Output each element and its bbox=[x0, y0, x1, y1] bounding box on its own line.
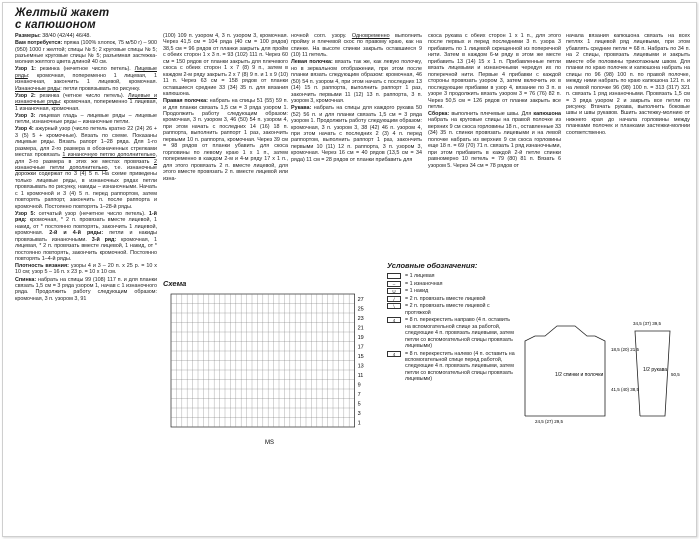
chart-row-label: 17 bbox=[357, 344, 364, 351]
paragraph: Спинка: набрать на спицы 99 (108) 117 п. и для планки связать 1,5 см = 3 ряда узором 1, начав с 1 изнаночного ряда. Продолжить работу следующим образом: кромочная, 3 п. узором 3, 91 bbox=[15, 276, 157, 302]
paragraph: Узор 1: резинка (нечетное число петель). Лицевые ряды: кромочная, попеременно 1 лицевая, 1 изнаночная, закончить 1 лицевой, кромочная. Изнаночные ряды: петли провязывать по рисунку. bbox=[15, 66, 157, 92]
back-pattern-shape bbox=[525, 326, 605, 416]
legend-text: = 8 п. перекрестить налево (4 п. оставить на вспомогательной спице перед работой, следующие 4 п. провязать лицевыми, затем петли со вспомогательной спицы провязать лицевыми) bbox=[405, 350, 515, 383]
legend-item bbox=[387, 273, 515, 279]
chart-row-label: 23 bbox=[357, 316, 364, 322]
sleeve-label: 1/2 рукава bbox=[643, 367, 668, 373]
text-column-1 bbox=[15, 33, 157, 528]
measure-3: 24,5 (27) 29,5 bbox=[535, 419, 564, 424]
legend-item bbox=[387, 303, 515, 316]
legend-text: = 1 накид bbox=[405, 288, 429, 295]
legend-item bbox=[387, 296, 515, 302]
legend-item bbox=[387, 281, 515, 287]
paragraph: Рукава: набрать на спицы для каждого рукава 50 (52) 56 п. и для планки связать 1,5 см = 3 ряда узором 1. Продолжить работу следующим образом: кромочная, 3 п. узором 3, 38 (42) 46 п. узором 4, при этом начать с последних 2 (3) 4 п. перед раппортом, выполнить раппорт 1 раз, закончить первыми 10 (11) 12 п. раппорта, 3 п. узором 3, кромочная. Через 16 см = 40 рядов (13,5 см = 34 ряда) 11 см = 28 рядов от планки прибавить для bbox=[291, 105, 422, 163]
title-line-2: с капюшоном bbox=[15, 19, 96, 31]
measure-1: 41,5 (40) 38,5 bbox=[611, 387, 640, 392]
page-title bbox=[15, 7, 109, 31]
paragraph: начала вязания капюшона связать на всех петлях 1 лицевой ряд лицевыми, при этом убавлять средние петли = 68 п. Набрать по 34 п. на 2 спицы, провязать лицевыми и закрыть вместе обе половины трикотажным швом. Для планки по краю полочек и капюшона набрать на спицы по 96 (98) 100 п. по правой полочке, между ними набрать по краю капюшона 121 п. и на левой полочке 96 (98) 100 п. = 313 (317) 321 п. связать 1 ряд изнаночными. Провязать 1,5 см = 3 ряда узором 2 и закрыть все петли по рисунку. Втачать рукава, выполнить боковые швы и швы рукавов. Вшить застежку-молнию от нижнего края до начала горловины между планками полочек и планками застежки-молнии соответственно. bbox=[566, 33, 690, 136]
legend-text: = 1 изнаночная bbox=[405, 280, 443, 287]
legend-title: Условные обозначения: bbox=[387, 261, 478, 270]
chart-row-label: 3 bbox=[357, 411, 361, 417]
paragraph: Узор 4: ажурный узор (число петель кратно 22 (24) 26 + 3 (5) 5 + кромочные). Вязать по схеме. Показаны лицевые ряды. Вязать рапорт 1–28 ряда. Для 1-го размера, для 2-го размера в обозначенных стрелками местах провязать 1 изнаночную петлю дополнительно, для 3-го размера в этих же местах провязать 2 изнаночные петли дополнительно, т.е. изнаночные дорожки содержат по 3 (4) 5 п. На схеме приведены только лицевые ряды, в изнаночных рядах петли провязывать по рисунку, накиды – изнаночными. Начать с 1 кромочной и 3 (4) 5 п. перед раппортом, затем повторять раппорт, закончить п. после раппорта и кромочной. Постоянно повторять 1–28-й ряды. bbox=[15, 126, 157, 210]
paragraph: Левая полочка: вязать так же, как левую полочку, но в зеркальном отображении, при этом после планки вязать следующим образом: кромочная, 46 (50) 54 п. узором 4, при этом начать с последних 13 (14) 15 п. раппорта, выполнить раппорт 1 раз, закончить первыми 11 (12) 13 п. раппорта, 3 п. узором 3, кромочная. bbox=[291, 59, 422, 105]
sleeve-pattern-shape bbox=[635, 331, 670, 416]
paragraph: Плотность вязания: узоры 4 и 3 – 20 п. x 25 р. = 10 x 10 см; узор 5 – 16 п. x 23 р. = 10 x 10 см. bbox=[15, 263, 157, 276]
legend-item bbox=[387, 288, 515, 294]
measure-4: 50,5 bbox=[671, 372, 680, 377]
legend-symbol: \ bbox=[387, 303, 401, 309]
legend-item bbox=[387, 317, 515, 349]
chart-row-label: 11 bbox=[357, 373, 364, 379]
legend-symbol: U bbox=[387, 288, 401, 294]
page bbox=[2, 2, 697, 537]
paragraph: Размеры: 38/40 (42/44) 46/48. bbox=[15, 33, 91, 39]
legend bbox=[387, 273, 515, 384]
title-line-1: Желтый жакет bbox=[15, 7, 110, 19]
knitting-chart bbox=[163, 288, 375, 448]
paragraph: Узор 5: сетчатый узор (нечетное число петель). 1-й ряд: кромочная, * 2 п. провязать вместе лицевой, 1 накид, от * постоянно повторять, закончить 1 лицевой, кромочная. 2-й и 4-й ряды: петли и накиды провязывать изнаночными. 3-й ряд: кромочная, 1 лицевая, * 2 п. провязать вместе лицевой, 1 накид, от * постоянно повторять, закончить кромочной. Постоянно повторять 1–4-й ряды. bbox=[15, 210, 157, 262]
chart-row-label: 25 bbox=[357, 306, 364, 313]
measure-5: 34,5 (37) 39,5 bbox=[633, 321, 662, 326]
legend-symbol: 4 bbox=[387, 351, 401, 357]
chart-row-label: 15 bbox=[357, 354, 364, 360]
paragraph: (100) 109 п. узором 4, 3 п. узором 3, кромочная. Через 41,5 см = 104 ряда (40 см = 100 рядов) 38,5 см = 96 рядов от планки закрыть для пройм с обеих сторон 1 х 3 п. = 93 (102) 111 п. Через 60 см = 150 рядов от планки закрыть для плечевого скоса с обеих сторон 1 х 7 (8) 9 п., затем в каждом 2-м ряду закрыть 2 х 7 (8) 9 п. и 1 х 9 (10) 11 п. Через 63 см = 158 рядов от планки оставшиеся средние 33 (34) 35 п. для вязания капюшона. bbox=[163, 33, 288, 98]
back-label: 1/2 спинки и полочки bbox=[555, 372, 604, 378]
legend-symbol bbox=[387, 273, 401, 279]
paragraph: Узор 3: лицевая гладь – лицевые ряды – лицевые петли, изнаночные ряды – изнаночные петли. bbox=[15, 112, 157, 126]
legend-text: = 8 п. перекрестить направо (4 п. оставить на вспомогательной спице за работой, следующие 4 п. провязать лицевыми, затем петли со вспомогательной спицы провязать лицевыми) bbox=[405, 317, 514, 349]
paragraph: ночной согл. узору. Одновременно выполнить пройму и плечевой скос по правому краю, как на спинке. На высоте спинки закрыть оставшиеся 9 (10) 11 петель. bbox=[291, 33, 422, 59]
chart-row-label: 13 bbox=[357, 363, 364, 370]
legend-symbol: / bbox=[387, 296, 401, 302]
chart-row-label: 19 bbox=[357, 335, 364, 341]
legend-item bbox=[387, 351, 515, 383]
paragraph: Правая полочка: набрать на спицы 51 (55) 59 п. и для планки связать 1,5 см = 3 ряда узором 1. Продолжить работу следующим образом: кромочная, 3 п. узором 3, 46 (50) 54 п. узором 4, при этом начать с последних 14 (16) 18 п. раппорта, выполнить раппорт 1 раз, закончить первыми 10 п. раппорта, кромочная. Через 39 см = 98 рядов от планки убавить для скоса горловины по левому краю 1 х 1 п., затем попеременно в каждом 2-м и 4-м ряду 17 х 1 п., для этого провязать 2 п. вместе лицевой, для этого вместе провязать 2 п. вместе лицевой или изна- bbox=[163, 98, 288, 182]
measure-2: 18,5 (20) 21,5 bbox=[611, 347, 640, 352]
legend-symbol: 4 bbox=[387, 317, 401, 323]
legend-text: = 2 п. провязать вместе лицевой bbox=[405, 295, 486, 302]
chart-row-label: 5 bbox=[357, 401, 361, 408]
text-column-4 bbox=[428, 33, 561, 258]
paragraph: Узор 2: резинка (четное число петель). Лицевые и изнаночные ряды: кромочная, попеременно 1 лицевая, 1 изнаночная, кромочная. bbox=[15, 92, 157, 112]
paragraph: Сборка: выполнить плечевые швы. Для капюшона набрать на круговые спицы на правой полочке из верхних 9 см скоса горловины 18 п., оставленные 33 (34) 35 п. спинки провязать лицевыми и на левой полочке набрать из верхних 9 см скоса горловины еще 18 п. = 69 (70) 71 п. связать 1 ряд изнаночными, при этом прибавить в каждой 2-й петле спинки равномерно 10 петель = 79 (80) 81 п. Вязать 6 узором 5. Через 34 см = 78 рядов от bbox=[428, 111, 561, 169]
paragraph: Вам потребуется: пряжа (100% хлопок, 75 м/50 г) – 900 (950) 1000 г желтой; спицы № 5; 2 круговые спицы № 5; разъемные круговые спицы № 5; разъемная застежка-молния желтого цвета длиной 40 см. bbox=[15, 40, 157, 66]
legend-text: = 2 п. провязать вместе лицевой с протяжкой bbox=[405, 303, 490, 316]
legend-text: = 1 лицевая bbox=[405, 273, 435, 279]
text-column-2 bbox=[163, 33, 288, 258]
chart-row-label: 21 bbox=[357, 325, 364, 332]
chart-row-label: 27 bbox=[357, 297, 364, 303]
text-column-5 bbox=[566, 33, 690, 258]
text-column-3 bbox=[291, 33, 422, 258]
chart-ms-label: MS bbox=[265, 440, 274, 446]
chart-row-label: 1 bbox=[357, 420, 361, 427]
pattern-diagram bbox=[515, 311, 690, 426]
chart-row-label: 7 bbox=[357, 392, 361, 398]
paragraph: скоса рукава с обеих сторон 1 х 1 п., для этого после первых и перед последними 3 п. узора 3 прибавить по 1 лицевой скрещенной из поперечной нити. Затем в каждом 6-м ряду в этом же месте прибавить 13 (14) 15 х 1 п. Прибавленные петли вязать лицевыми и изнаночными чередуя их по поперечной нити. Первые 4 прибавки с каждой стороны провязать узором 3, затем включить их в последующие прибавки в узор 4, вязание по 3 п. в узоре 3 продолжить вязать узором 3 = 76 (76) 82 п. Через 50,5 см = 126 рядов от планки закрыть все петли. bbox=[428, 33, 561, 110]
legend-symbol: – bbox=[387, 281, 401, 287]
chart-row-label: 9 bbox=[357, 382, 361, 389]
scheme-title: Схема bbox=[163, 279, 187, 288]
